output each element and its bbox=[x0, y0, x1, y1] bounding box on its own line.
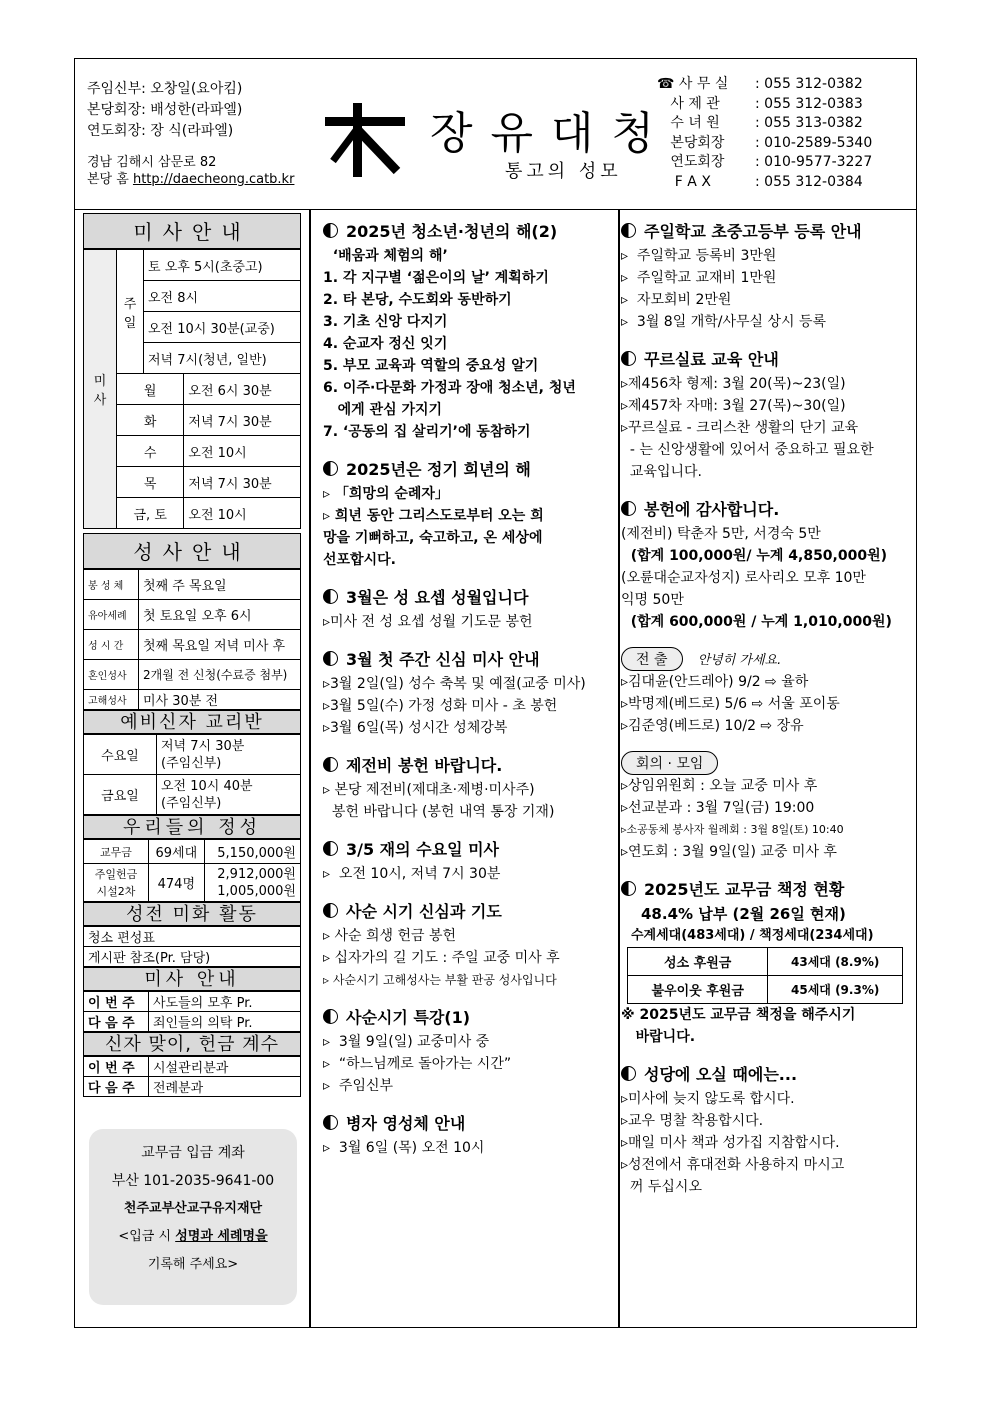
week-label: 이 번 주 bbox=[84, 992, 149, 1012]
massinfo-table bbox=[83, 991, 301, 1032]
sacrament-time: 2개월 전 신청(수료증 첨부) bbox=[139, 660, 301, 690]
section-meeting bbox=[621, 751, 911, 863]
section-title: 꾸르실료 교육 안내 bbox=[644, 350, 779, 369]
section-cursillo bbox=[621, 347, 911, 483]
greeting-heading: 신자 맞이, 헌금 계수 bbox=[83, 1032, 301, 1056]
contact-value: : 055 312-0383 bbox=[755, 95, 863, 112]
sunday-time: 오전 8시 bbox=[144, 281, 301, 312]
section-line: ▹매일 미사 책과 성가집 지참합시다. bbox=[621, 1135, 840, 1151]
bank-holder: 천주교부산교구유지재단 bbox=[123, 1201, 263, 1216]
offering-count: 69세대 bbox=[149, 840, 205, 864]
bank-account: 부산 101-2035-9641-00 bbox=[111, 1173, 275, 1189]
section-line: ▹ 3월 9일(일) 교중미사 중 bbox=[323, 1034, 490, 1050]
sacrament-time: 미사 30분 전 bbox=[139, 690, 301, 710]
contact-label: 본당회장 bbox=[657, 134, 725, 151]
catechism-table bbox=[83, 734, 301, 815]
offering-heading: 우리들의 정성 bbox=[83, 815, 301, 839]
section-dues bbox=[621, 877, 911, 1048]
half-circle-icon bbox=[621, 501, 636, 516]
section-title: 3/5 재의 수요일 미사 bbox=[346, 840, 500, 859]
contact-row bbox=[657, 153, 872, 173]
weekday: 월 bbox=[117, 374, 184, 405]
half-circle-icon bbox=[323, 903, 338, 918]
section-line: ▹소공동체 봉사자 월례회 : 3월 8일(토) 10:40 bbox=[621, 823, 844, 836]
section-title: 성당에 오실 때에는... bbox=[644, 1065, 798, 1084]
section-line: 5. 부모 교육과 역할의 중요성 알기 bbox=[323, 358, 539, 374]
dues-note: 바랍니다. bbox=[621, 1029, 696, 1045]
contact-value: : 010-9577-3227 bbox=[755, 154, 873, 171]
section-line: ▹김준영(베드로) 10/2 ⇨ 장유 bbox=[621, 718, 804, 734]
contact-label: 수 녀 원 bbox=[657, 115, 720, 132]
cross-logo-icon bbox=[325, 99, 405, 179]
section-title: 병자 영성체 안내 bbox=[346, 1114, 466, 1133]
half-circle-icon bbox=[621, 351, 636, 366]
section-line: ▹3월 2일(일) 성수 축복 및 예절(교중 미사) bbox=[323, 676, 586, 692]
contact-row bbox=[657, 95, 872, 115]
section-line: ▹제457차 자매: 3월 27(목)~30(일) bbox=[621, 398, 846, 414]
half-circle-icon bbox=[323, 651, 338, 666]
contact-value: : 055 313-0382 bbox=[755, 115, 863, 132]
section-line: ▹3월 6일(목) 성시간 성체강복 bbox=[323, 720, 508, 736]
sacrament-type: 고해성사 bbox=[84, 690, 139, 710]
weekday-time: 저녁 7시 30분 bbox=[184, 405, 301, 436]
section-line: ▹ 「희망의 순례자」 bbox=[323, 486, 449, 502]
praesidium: 죄인들의 의탁 Pr. bbox=[149, 1012, 301, 1032]
section-line: ▹미사에 늦지 않도록 합시다. bbox=[621, 1091, 795, 1107]
praesidium: 사도들의 모후 Pr. bbox=[149, 992, 301, 1012]
section-line: ▹상임위원회 : 오늘 교중 미사 후 bbox=[621, 778, 818, 794]
section-title: 3월은 성 요셉 성월입니다 bbox=[346, 588, 529, 607]
sunday-time: 저녁 7시(청년, 일반) bbox=[144, 343, 301, 374]
section-transfer bbox=[621, 647, 911, 737]
section-lent-lecture bbox=[323, 1005, 613, 1097]
sunday-time: 토 오후 5시(초중고) bbox=[144, 250, 301, 281]
contact-list bbox=[657, 75, 872, 193]
meeting-pill: 회의 · 모임 bbox=[621, 751, 718, 775]
mass-heading: 미사안내 bbox=[83, 213, 301, 249]
section-line: 3. 기초 신앙 다지기 bbox=[323, 314, 448, 330]
homepage-link[interactable]: http://daecheong.catb.kr bbox=[132, 172, 295, 187]
half-circle-icon bbox=[621, 223, 636, 238]
half-circle-icon bbox=[323, 1009, 338, 1024]
week-label: 이 번 주 bbox=[84, 1057, 149, 1077]
catechism-time: 오전 10시 40분 bbox=[161, 778, 253, 794]
half-circle-icon bbox=[323, 589, 338, 604]
dues-households: 수계세대(483세대) / 책정세대(234세대) bbox=[631, 928, 874, 943]
section-line: ▹ 3월 8일 개학/사무실 상시 등록 bbox=[621, 314, 827, 330]
section-line: - 는 신앙생활에 있어서 중요하고 필요한 bbox=[621, 442, 874, 458]
half-circle-icon bbox=[323, 757, 338, 772]
section-title: 사순 시기 신심과 기도 bbox=[346, 902, 502, 921]
bank-note-emph: 성명과 세례명을 bbox=[175, 1229, 268, 1244]
half-circle-icon bbox=[621, 881, 636, 896]
section-title: 2025년은 정기 희년의 해 bbox=[346, 460, 531, 479]
offering-type: 주일헌금 bbox=[94, 867, 138, 881]
main-column bbox=[323, 219, 613, 1173]
section-joseph bbox=[323, 585, 613, 633]
section-jubilee bbox=[323, 457, 613, 571]
section-line: ▹성전에서 휴대전화 사용하지 마시고 bbox=[621, 1157, 845, 1173]
sunday-time: 오전 10시 30분(교중) bbox=[144, 312, 301, 343]
right-column bbox=[621, 219, 911, 1212]
section-line: ▹박명제(베드로) 5/6 ⇨ 서울 포이동 bbox=[621, 696, 840, 712]
bulletin-page bbox=[74, 58, 917, 1328]
section-line: 선포합시다. bbox=[323, 552, 396, 568]
sacrament-type: 봉 성 체 bbox=[84, 570, 139, 600]
section-line: ▹ 사순 희생 헌금 봉헌 bbox=[323, 928, 457, 944]
sacrament-table bbox=[83, 569, 301, 710]
half-circle-icon bbox=[323, 461, 338, 476]
section-line: ‘배움과 체험의 해’ bbox=[323, 248, 448, 264]
contact-value: : 010-2589-5340 bbox=[755, 134, 873, 151]
section-line: (합계 100,000원/ 누계 4,850,000원) bbox=[621, 548, 888, 564]
section-lent-prayer bbox=[323, 899, 613, 991]
week-label: 다 음 주 bbox=[84, 1012, 149, 1032]
section-line: 6. 이주·다문화 가정과 장애 청소년, 청년 bbox=[323, 380, 576, 396]
section-line: 꺼 두십시오 bbox=[621, 1179, 702, 1195]
contact-label: ☎ 사 무 실 bbox=[657, 76, 729, 92]
dues-table bbox=[627, 947, 903, 1004]
section-line: 2. 타 본당, 수도회와 동반하기 bbox=[323, 292, 512, 308]
week-label: 다 음 주 bbox=[84, 1077, 149, 1097]
sacrament-time: 첫 토요일 오후 6시 bbox=[139, 600, 301, 630]
section-title: 2025년도 교무금 책정 현황 bbox=[644, 880, 845, 899]
beautify-line: 청소 편성표 bbox=[84, 927, 301, 947]
sacrament-type: 유아세례 bbox=[84, 600, 139, 630]
offering-type: 교무금 bbox=[84, 840, 149, 864]
contact-row bbox=[657, 75, 872, 95]
sunday-label: 주일 bbox=[117, 250, 144, 374]
farewell-note: 안녕히 가세요. bbox=[697, 653, 782, 668]
fund-value: 43세대 (8.9%) bbox=[768, 948, 903, 976]
section-line: ▹연도회 : 3월 9일(일) 교중 미사 후 bbox=[621, 844, 837, 860]
section-line: 에게 관심 가지기 bbox=[323, 402, 443, 418]
contact-row bbox=[657, 134, 872, 154]
section-line: ▹ 희년 동안 그리스도로부터 오는 희 bbox=[323, 508, 544, 524]
address: 경남 김해시 삼문로 82 bbox=[87, 155, 217, 170]
catechism-day: 수요일 bbox=[84, 735, 157, 775]
greeting-team: 시설관리분과 bbox=[149, 1057, 301, 1077]
mass-group-label: 미사 bbox=[84, 250, 117, 529]
bulletin-title: 장유대청 bbox=[430, 108, 673, 159]
dues-note: ※ 2025년도 교무금 책정을 해주시기 bbox=[621, 1007, 856, 1023]
weekday: 화 bbox=[117, 405, 184, 436]
section-line: (오륜대순교자성지) 로사리오 모후 10만 bbox=[621, 570, 866, 586]
contact-value: : 055 312-0384 bbox=[755, 173, 863, 190]
weekday: 수 bbox=[117, 436, 184, 467]
section-line: ▹ 자모회비 2만원 bbox=[621, 292, 732, 308]
section-line: ▹ 주일학교 교재비 1만원 bbox=[621, 270, 777, 286]
mass-table bbox=[83, 249, 301, 529]
section-line: ▹교우 명찰 착용합시다. bbox=[621, 1113, 764, 1129]
sacrament-time: 첫째 목요일 저녁 미사 후 bbox=[139, 630, 301, 660]
offering-count: 474명 bbox=[149, 864, 205, 902]
section-line: 익명 50만 bbox=[621, 592, 684, 608]
offering-amount: 1,005,000원 bbox=[217, 883, 296, 899]
fund-value: 45세대 (9.3%) bbox=[768, 976, 903, 1004]
section-church-etiquette bbox=[621, 1062, 911, 1198]
bank-note: <입금 시 bbox=[118, 1229, 176, 1244]
half-circle-icon bbox=[323, 223, 338, 238]
section-line: ▹ 본당 제전비(제대초·제병·미사주) bbox=[323, 782, 535, 798]
sidebar bbox=[83, 213, 301, 1097]
weekday-time: 오전 6시 30분 bbox=[184, 374, 301, 405]
catechism-teacher: (주임신부) bbox=[161, 755, 222, 771]
weekday: 금, 토 bbox=[117, 498, 184, 529]
offering-table bbox=[83, 839, 301, 902]
sacrament-time: 첫째 주 목요일 bbox=[139, 570, 301, 600]
section-line: ▹ “하느님께로 돌아가는 시간” bbox=[323, 1056, 512, 1072]
catechism-time: 저녁 7시 30분 bbox=[161, 738, 245, 754]
weekday-time: 오전 10시 bbox=[184, 436, 301, 467]
weekday: 목 bbox=[117, 467, 184, 498]
section-sick-communion bbox=[323, 1111, 613, 1159]
section-title: 봉헌에 감사합니다. bbox=[644, 500, 780, 519]
contact-label: F A X bbox=[657, 173, 711, 190]
section-line: ▹3월 5일(수) 가정 성화 미사 - 초 봉헌 bbox=[323, 698, 558, 714]
offering-amount: 5,150,000원 bbox=[204, 840, 300, 864]
contact-row bbox=[657, 114, 872, 134]
section-line: (합계 600,000원 / 누계 1,010,000원) bbox=[621, 614, 892, 630]
contact-row bbox=[657, 173, 872, 193]
column-divider-2 bbox=[618, 209, 620, 1328]
half-circle-icon bbox=[621, 1066, 636, 1081]
massinfo-heading: 미사 안내 bbox=[83, 967, 301, 991]
section-line: ▹제456차 형제: 3월 20(목)~23(일) bbox=[621, 376, 846, 392]
section-line: 봉헌 바랍니다 (봉헌 내역 통장 기재) bbox=[323, 804, 555, 820]
section-line: ▹김대윤(안드레아) 9/2 ⇨ 율하 bbox=[621, 674, 809, 690]
offering-amount: 2,912,000원 bbox=[217, 866, 296, 882]
greeting-team: 전례분과 bbox=[149, 1077, 301, 1097]
contact-value: : 055 312-0382 bbox=[755, 76, 863, 92]
homepage-label: 본당 홈 bbox=[87, 172, 129, 187]
section-line: ▹선교분과 : 3월 7일(금) 19:00 bbox=[621, 800, 815, 816]
section-line: ▹ 오전 10시, 저녁 7시 30분 bbox=[323, 866, 501, 882]
section-altar-fund bbox=[323, 753, 613, 823]
beautify-line: 게시판 참조(Pr. 담당) bbox=[84, 947, 301, 967]
section-line: 4. 순교자 정신 잇기 bbox=[323, 336, 448, 352]
bulletin-subtitle: 통고의 성모 bbox=[505, 161, 622, 182]
section-title: 사순시기 특강(1) bbox=[346, 1008, 471, 1027]
section-line: ▹ 3월 6일 (목) 오전 10시 bbox=[323, 1140, 485, 1156]
section-line: ▹미사 전 성 요셉 성월 기도문 봉헌 bbox=[323, 614, 533, 630]
section-line: ▹ 십자가의 길 기도 : 주일 교중 미사 후 bbox=[323, 950, 560, 966]
section-line: ▹ 주임신부 bbox=[323, 1078, 394, 1094]
contact-label: 연도회장 bbox=[657, 154, 725, 171]
fund-name: 성소 후원금 bbox=[628, 948, 768, 976]
column-divider-1 bbox=[309, 209, 311, 1328]
bank-title: 교무금 입금 계좌 bbox=[141, 1145, 245, 1161]
section-line: ▹ 사순시기 고해성사는 부활 판공 성사입니다 bbox=[323, 973, 557, 987]
contact-label: 사 제 관 bbox=[657, 95, 720, 112]
section-line: 교육입니다. bbox=[621, 464, 702, 480]
section-line: 7. ‘공동의 집 살리기’에 동참하기 bbox=[323, 424, 531, 440]
section-title: 제전비 봉헌 바랍니다. bbox=[346, 756, 503, 775]
section-line: 망을 기뻐하고, 숙고하고, 온 세상에 bbox=[323, 530, 543, 546]
header bbox=[75, 59, 916, 210]
beautify-heading: 성전 미화 활동 bbox=[83, 902, 301, 926]
half-circle-icon bbox=[323, 841, 338, 856]
weekday-time: 저녁 7시 30분 bbox=[184, 467, 301, 498]
catechism-heading: 예비신자 교리반 bbox=[83, 710, 301, 734]
section-line: ▹ 주일학교 등록비 3만원 bbox=[621, 248, 777, 264]
section-title: 3월 첫 주간 신심 미사 안내 bbox=[346, 650, 540, 669]
fund-name: 불우이웃 후원금 bbox=[628, 976, 768, 1004]
yondo-chair: 연도회장: 장 식(라파엘) bbox=[87, 123, 234, 139]
offering-type: 시설2차 bbox=[96, 884, 136, 898]
header-left bbox=[87, 79, 294, 188]
catechism-day: 금요일 bbox=[84, 775, 157, 815]
half-circle-icon bbox=[323, 1115, 338, 1130]
section-line: 1. 각 지구별 ‘젊은이의 날’ 계획하기 bbox=[323, 270, 549, 286]
bank-note: 기록해 주세요> bbox=[147, 1257, 239, 1272]
greeting-table bbox=[83, 1056, 301, 1097]
sacrament-heading: 성사안내 bbox=[83, 533, 301, 569]
sacrament-type: 성 시 간 bbox=[84, 630, 139, 660]
section-thanks bbox=[621, 497, 911, 633]
section-title: 주일학교 초중고등부 등록 안내 bbox=[644, 222, 862, 241]
bank-account-box bbox=[89, 1129, 297, 1305]
section-ash-wednesday bbox=[323, 837, 613, 885]
section-youth-year bbox=[323, 219, 613, 443]
sacrament-type: 혼인성사 bbox=[84, 660, 139, 690]
catechism-teacher: (주임신부) bbox=[161, 795, 222, 811]
section-line: (제전비) 탁춘자 5만, 서경숙 5만 bbox=[621, 526, 821, 542]
transfer-pill: 전 출 bbox=[621, 647, 683, 671]
section-sunday-school bbox=[621, 219, 911, 333]
section-line: ▹꾸르실료 - 크리스찬 생활의 단기 교육 bbox=[621, 420, 859, 436]
section-first-week bbox=[323, 647, 613, 739]
parish-chair: 본당회장: 배성한(라파엘) bbox=[87, 102, 243, 118]
section-title: 2025년 청소년·청년의 해(2) bbox=[346, 222, 558, 241]
dues-rate: 48.4% 납부 (2월 26일 현재) bbox=[641, 905, 846, 923]
priest-name: 주임신부: 오창일(요아킴) bbox=[87, 81, 243, 97]
weekday-time: 오전 10시 bbox=[184, 498, 301, 529]
beautify-table bbox=[83, 926, 301, 967]
